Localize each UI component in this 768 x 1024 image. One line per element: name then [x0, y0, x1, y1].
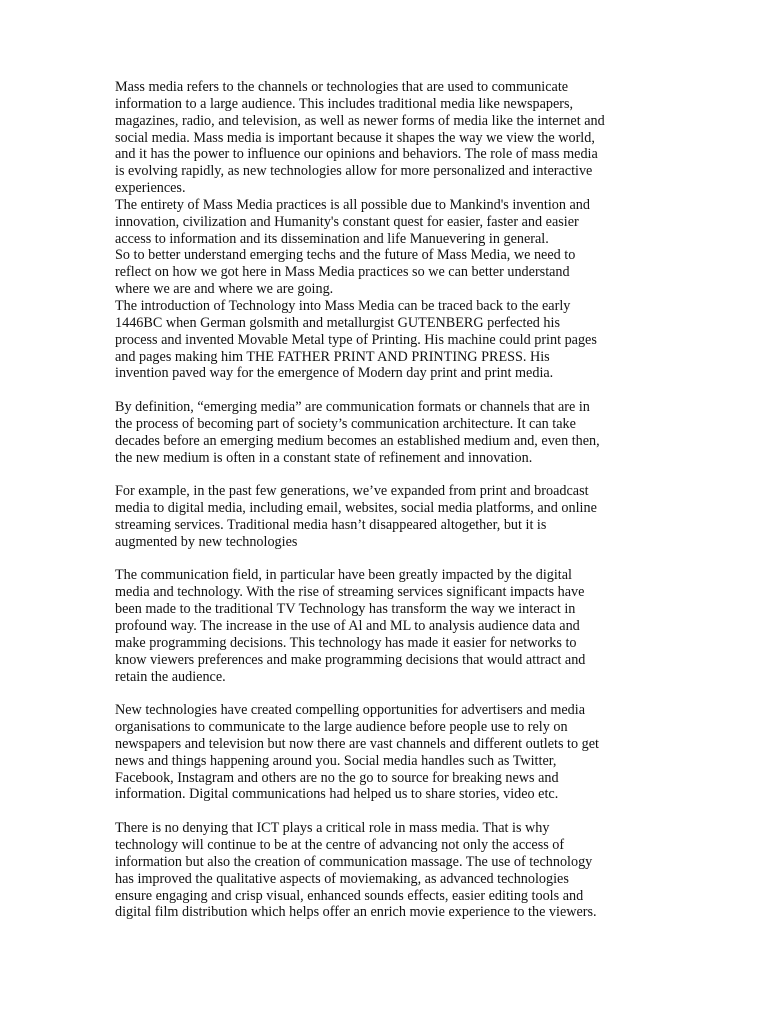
paragraph-introduction-of-technology: The introduction of Technology into Mass Media can be traced back to the early 1446BC when German golsmith and metallurgist GUTENBERG perfected his process and invented Movable Metal type of Printing. His machine could print pages and pages making him THE FATHER PRINT AND PRINTING PRESS. His invention paved way for the emergence of Modern day print and print media. — [115, 297, 597, 382]
paragraph-emerging-media-definition: By definition, “emerging media” are communication formats or channels that are in the process of becoming part of society’s communication architecture. It can take decades before an emerging medium becomes an established medium and, even then, the new medium is often in a constant state of refinement and innovation. — [115, 399, 600, 466]
paragraph-communication-field: The communication field, in particular have been greatly impacted by the digital media and technology. With the rise of streaming services significant impacts have been made to the traditional TV Technology has transform the way we interact in profound way. The increase in the use of Al and ML to analysis audience data and make programming decisions. This technology has made it easier for networks to know viewers preferences and make programming decisions that would attract and retain the audience. — [115, 567, 586, 685]
paragraph-entirety-of-mass-media: The entirety of Mass Media practices is all possible due to Mankind's invention and innovation, civilization and Humanity's constant quest for easier, faster and easier access to information and its dissemination and life Manuevering in general. — [115, 196, 590, 247]
paragraph-mass-media-definition: Mass media refers to the channels or technologies that are used to communicate information to a large audience. This includes traditional media like newspapers, magazines, radio, and television, as well as newer forms of media like the internet and social media. Mass media is important because it shapes the way we view the world, and it has the power to influence our opinions and behaviors. The role of mass media is evolving rapidly, as new technologies allow for more personalized and interactive experiences. — [115, 79, 605, 197]
paragraph-ict-role: There is no denying that ICT plays a critical role in mass media. That is why technology will continue to be at the centre of advancing not only the access of information but also the creation of communication massage. The use of technology has improved the qualitative aspects of moviemaking, as advanced technologies ensure engaging and crisp visual, enhanced sounds effects, easier editing tools and digital film distribution which helps offer an enrich movie experience to the viewers. — [115, 820, 597, 921]
paragraph-new-technologies: New technologies have created compelling opportunities for advertisers and media organisations to communicate to the large audience before people use to rely on newspapers and television but now there are vast channels and different outlets to get news and things happening around you. Social media handles such as Twitter, Facebook, Instagram and others are no the go to source for breaking news and information. Digital communications had helped us to share stories, video etc. — [115, 702, 599, 803]
paragraph-for-example: For example, in the past few generations, we’ve expanded from print and broadcast media to digital media, including email, websites, social media platforms, and online streaming services. Traditional media hasn’t disappeared altogether, but it is augmented by new technologies — [115, 483, 597, 550]
paragraph-understand-emerging-techs: So to better understand emerging techs and the future of Mass Media, we need to reflect on how we got here in Mass Media practices so we can better understand where we are and where we are going. — [115, 247, 576, 298]
document-body — [115, 79, 660, 921]
